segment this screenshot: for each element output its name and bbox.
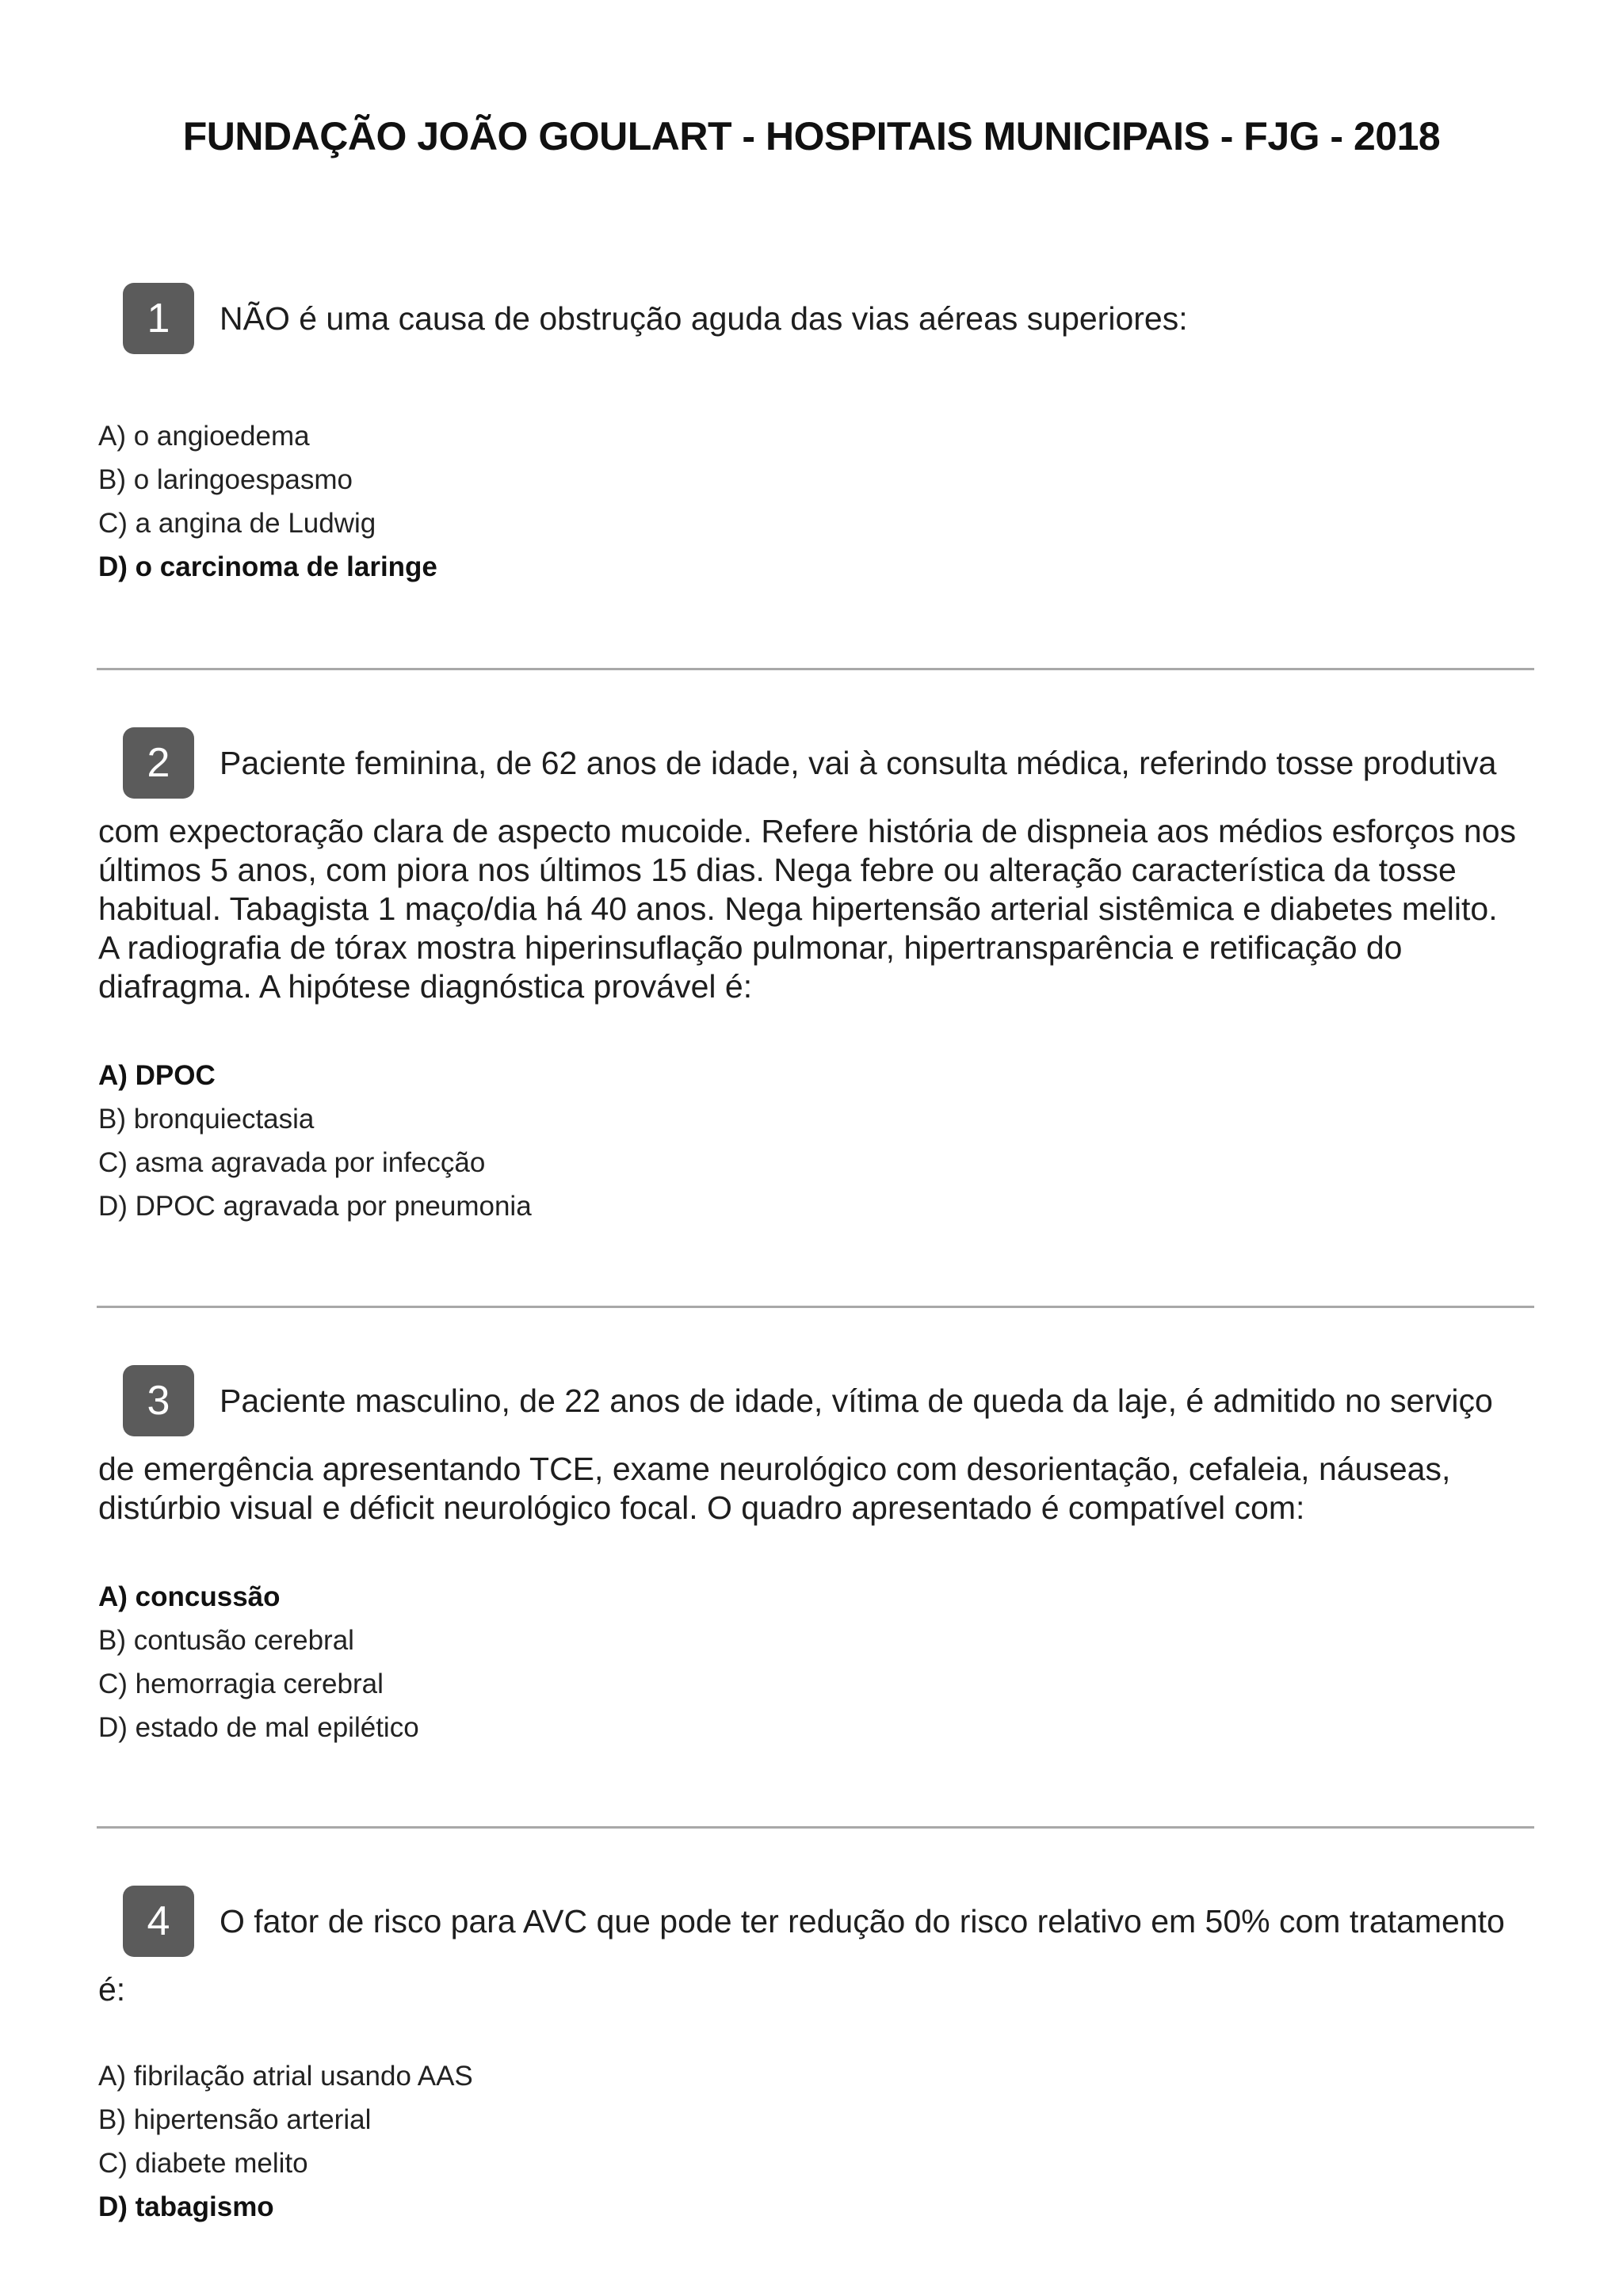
option-b: B) hipertensão arterial [98, 2104, 372, 2135]
question-number-badge: 4 [123, 1886, 194, 1957]
option-c: C) asma agravada por infecção [98, 1147, 486, 1178]
question-number-badge: 1 [123, 283, 194, 354]
option-b: B) bronquiectasia [98, 1104, 315, 1135]
option-b: B) contusão cerebral [98, 1625, 354, 1656]
question-number-badge: 2 [123, 727, 194, 799]
question-2-options [98, 1054, 532, 1228]
option-c: C) hemorragia cerebral [98, 1669, 384, 1699]
question-1-header [123, 283, 1188, 354]
question-divider [97, 668, 1534, 670]
question-3-header [123, 1365, 1493, 1436]
question-text-line: A radiografia de tórax mostra hiperinsuflação pulmonar, hipertransparência e retificação do [98, 929, 1403, 966]
option-a-correct: A) concussão [98, 1581, 281, 1612]
option-a-correct: A) DPOC [98, 1060, 216, 1091]
question-text: Paciente feminina, de 62 anos de idade, vai à consulta médica, referindo tosse produtiva [220, 744, 1497, 781]
option-a: A) fibrilação atrial usando AAS [98, 2061, 473, 2092]
option-c: C) diabete melito [98, 2148, 308, 2179]
option-b: B) o laringoespasmo [98, 464, 353, 495]
question-2-header [123, 727, 1496, 799]
question-divider [97, 1826, 1534, 1829]
option-d: D) estado de mal epilético [98, 1712, 419, 1743]
option-a: A) o angioedema [98, 421, 310, 452]
question-3-body [98, 1450, 1541, 1527]
question-4-body [98, 1970, 1541, 2009]
option-d-correct: D) o carcinoma de laringe [98, 551, 437, 582]
question-text-line: últimos 5 anos, com piora nos últimos 15 dias. Nega febre ou alteração característica da tosse [98, 852, 1457, 888]
question-divider [97, 1306, 1534, 1308]
question-text: Paciente masculino, de 22 anos de idade, vítima de queda da laje, é admitido no serviço [220, 1382, 1493, 1419]
question-text-line: com expectoração clara de aspecto mucoide. Refere história de dispneia aos médios esforços nos [98, 813, 1517, 849]
page-title: FUNDAÇÃO JOÃO GOULART - HOSPITAIS MUNICIPAIS - FJG - 2018 [182, 114, 1441, 158]
question-text: O fator de risco para AVC que pode ter redução do risco relativo em 50% com tratamento [220, 1902, 1505, 1939]
question-text-line: habitual. Tabagista 1 maço/dia há 40 anos. Nega hipertensão arterial sistêmica e diabetes melito. [98, 891, 1498, 927]
option-c: C) a angina de Ludwig [98, 508, 376, 539]
question-3-options [98, 1575, 419, 1749]
question-text-line: diafragma. A hipótese diagnóstica provável é: [98, 968, 753, 1005]
question-text-line: é: [98, 1971, 126, 2008]
question-number-badge: 3 [123, 1365, 194, 1436]
question-1-options [98, 414, 437, 589]
question-2-body [98, 812, 1541, 1006]
question-text: NÃO é uma causa de obstrução aguda das vias aéreas superiores: [220, 299, 1188, 337]
option-d-correct: D) tabagismo [98, 2191, 274, 2222]
question-text-line: distúrbio visual e déficit neurológico focal. O quadro apresentado é compatível com: [98, 1489, 1305, 1526]
question-4-header [123, 1886, 1505, 1957]
question-4-options [98, 2054, 473, 2229]
question-text-line: de emergência apresentando TCE, exame neurológico com desorientação, cefaleia, náuseas, [98, 1451, 1451, 1487]
option-d: D) DPOC agravada por pneumonia [98, 1191, 532, 1222]
